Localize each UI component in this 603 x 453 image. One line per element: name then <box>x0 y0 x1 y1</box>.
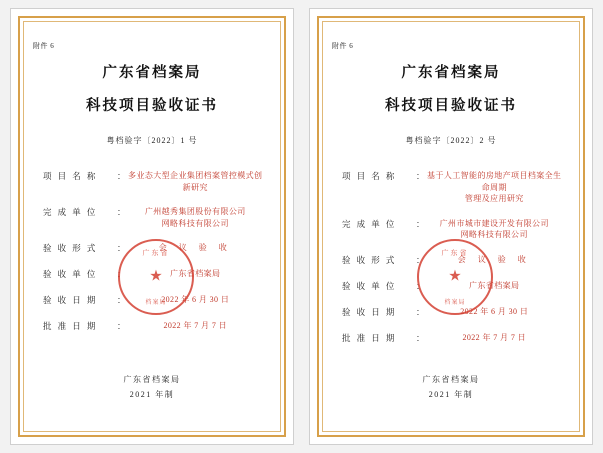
field-colon: ： <box>416 280 425 291</box>
field-label: 验 收 形 式 <box>342 254 397 265</box>
field-value-line: 多业态大型企业集团档案管控模式创新研究 <box>128 171 263 192</box>
field-colon: ： <box>416 254 425 265</box>
field-row-approval-date <box>342 332 564 345</box>
certificate-footer-right <box>310 372 592 402</box>
field-label: 项 目 名 称 <box>342 171 397 181</box>
field-label: 验 收 单 位 <box>43 269 98 280</box>
field-label: 验 收 形 式 <box>43 243 98 254</box>
field-label: 批 准 日 期 <box>43 321 98 332</box>
field-list-right <box>330 170 572 345</box>
certificate-content-right <box>310 9 592 444</box>
field-label: 批 准 日 期 <box>342 332 397 343</box>
field-row-acceptance-form <box>342 254 564 267</box>
field-row-acceptance-form <box>43 242 265 255</box>
page-title: 广东省档案局 <box>401 65 501 81</box>
field-row-completing-unit <box>342 218 564 241</box>
field-value-completing-unit <box>126 206 265 229</box>
footer-issuer: 广东省档案局 <box>422 374 480 384</box>
footer-issuer: 广东省档案局 <box>123 374 181 384</box>
field-value-line: 管理及应用研究 <box>464 194 524 204</box>
field-value-acceptance-unit: 广东省档案局 <box>469 280 520 290</box>
field-value-acceptance-form: 会 议 验 收 <box>158 243 232 253</box>
field-value-line: 广州越秀集团股份有限公司 <box>144 207 246 217</box>
field-value-project-name <box>425 170 564 205</box>
attachment-label: 附件 6 <box>33 42 55 50</box>
field-value-project-name <box>126 170 265 193</box>
field-colon: ： <box>117 295 126 306</box>
certificate-right <box>309 8 593 445</box>
page-subtitle: 科技项目验收证书 <box>86 98 218 114</box>
field-list-left <box>31 170 273 333</box>
field-colon: ： <box>416 171 425 181</box>
field-colon: ： <box>416 306 425 317</box>
field-colon: ： <box>117 269 126 280</box>
seal-bottom-text: 档案局 <box>444 300 466 306</box>
field-value-approval-date: 2022 年 7 月 7 日 <box>462 332 527 342</box>
field-label: 验 收 日 期 <box>342 306 397 317</box>
field-row-project-name <box>43 170 265 193</box>
field-value-approval-date: 2022 年 7 月 7 日 <box>163 321 228 331</box>
field-value-acceptance-date: 2022 年 6 月 30 日 <box>161 295 230 305</box>
page-subtitle: 科技项目验收证书 <box>385 98 517 114</box>
document-number: 粤档验字〔2022〕1 号 <box>106 136 198 145</box>
certificate-footer-left <box>11 372 293 402</box>
field-value-line: 广州市城市建设开发有限公司 <box>439 218 549 228</box>
field-value-line: 基于人工智能的房地产项目档案全生命周期 <box>427 171 562 192</box>
field-value-acceptance-date: 2022 年 6 月 30 日 <box>460 306 529 316</box>
field-row-acceptance-date <box>43 294 265 307</box>
field-colon: ： <box>117 171 126 181</box>
field-colon: ： <box>117 321 126 332</box>
field-row-project-name <box>342 170 564 205</box>
field-colon: ： <box>416 218 425 229</box>
seal-bottom-text: 档案局 <box>145 300 167 306</box>
field-value-acceptance-form: 会 议 验 收 <box>457 254 531 264</box>
field-row-approval-date <box>43 320 265 333</box>
field-row-acceptance-unit <box>43 268 265 281</box>
page-title: 广东省档案局 <box>102 65 202 81</box>
certificate-content-left <box>11 9 293 444</box>
footer-year: 2021 年制 <box>129 389 175 399</box>
field-row-acceptance-date <box>342 306 564 319</box>
field-label: 项 目 名 称 <box>43 171 98 181</box>
field-label: 完 成 单 位 <box>342 218 397 229</box>
footer-year: 2021 年制 <box>428 389 474 399</box>
field-row-completing-unit <box>43 206 265 229</box>
attachment-label: 附件 6 <box>332 42 354 50</box>
title-block <box>31 61 273 115</box>
title-block <box>330 61 572 115</box>
document-number: 粤档验字〔2022〕2 号 <box>405 136 497 145</box>
field-colon: ： <box>117 243 126 254</box>
field-value-completing-unit <box>425 218 564 241</box>
field-colon: ： <box>117 207 126 218</box>
star-icon: ★ <box>448 268 462 285</box>
field-label: 验 收 单 位 <box>342 280 397 291</box>
seal-top-text: 广东省 <box>441 249 469 257</box>
field-label: 完 成 单 位 <box>43 207 98 218</box>
field-value-acceptance-unit: 广东省档案局 <box>170 269 221 279</box>
seal-top-text: 广东省 <box>142 249 170 257</box>
field-row-acceptance-unit <box>342 280 564 293</box>
field-value-line: 网略科技有限公司 <box>460 230 528 240</box>
field-colon: ： <box>416 332 425 343</box>
certificate-left <box>10 8 294 445</box>
field-label: 验 收 日 期 <box>43 295 98 306</box>
field-value-line: 网略科技有限公司 <box>161 218 229 228</box>
star-icon: ★ <box>149 268 163 285</box>
